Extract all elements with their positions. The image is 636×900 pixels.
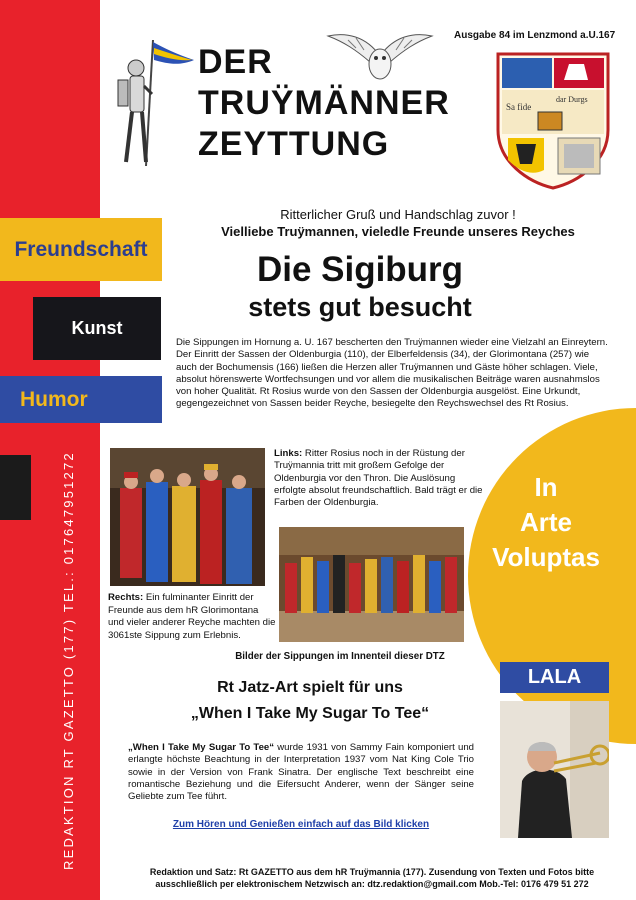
issue-label: Ausgabe 84 im Lenzmond a.U.167 [454,30,616,41]
greeting-line-2: Vielliebe Truÿmannen, vieledle Freunde unseres Reyches [221,224,575,239]
motto-text [476,470,616,575]
article-lead: „When I Take My Sugar To Tee“ [128,742,275,753]
main-headline: Die Sigiburg [256,250,464,289]
article-text: wurde 1931 von Sammy Fain komponiert und erlangte höchste Beachtung in der Interpretation 1937 vom Nat King Cole Trio sowie in der Version von Frank Sinatra. Der englische Text beschreibt eine romantische Beziehung und die Eifersucht Anderer, wenn der Sänger seine Geliebte zum Tee führt. [128,742,474,803]
caption-right [108,592,276,642]
tag-freundschaft: Freundschaft [0,218,162,281]
caption-right-text: Ein fulminanter Einritt der Freunde aus dem hR Glorimontana und vieler anderer Reyche machten die 3061ste Sippung zum Erlebnis. [108,592,276,641]
sub-headline: stets gut besucht [248,292,472,322]
intro-paragraph: Die Sippungen im Hornung a. U. 167 bescherten den Truÿmannen wieder eine Vielzahl an Einreytern. Der Einritt der Sassen der Oldenburgia (110), der Elberfeldensis (34), der Glorimontana (257) wie auch der Bochumensis (166) ließen die Herzen aller Truÿmannen und Gäste höher schlagen. Viele, absolut hörenswerte Wortfechsungen und vor allem die musikalischen Beiträge waren ausnahmslos von hoher Qualität. Rt Rosius wurde von den Sassen der Oldenburgia ausgelöst. Eine Urkundt, gegengezeichnet von Sassen beider Reyche, besiegelte den Reychswechsel des Rt Rosius. [176,337,608,410]
vertical-contact-text: REDAKTION RT GAZETTO (177) TEL.: 017647951272 [61,451,76,870]
photo-hall-crowd[interactable] [279,527,464,642]
tag-humor: Humor [0,376,162,423]
caption-bottom: Bilder der Sippungen im Innenteil dieser DTZ [235,651,445,662]
masthead-line-1: DER [198,43,273,81]
article-headline-1: Rt Jatz-Art spielt für uns [217,679,403,696]
left-black-block [0,455,31,520]
motto-word-2: Arte [519,507,572,537]
masthead-line-2: TRUŸMÄNNER [198,84,450,122]
photo-knights-procession[interactable] [110,448,265,586]
tag-kunst: Kunst [33,297,161,360]
article-headline-2: „When I Take My Sugar To Tee“ [190,705,430,722]
caption-left-text: Ritter Rosius noch in der Rüstung der Truÿmannia tritt mit großem Gefolge der Oldenburgia vor den Thron. Die Auslösung erfolgte absolut freundschaftlich. Bald trägt er die Farben der Oldenburgia. [274,448,483,509]
caption-left-label: Links: [274,448,303,459]
coat-of-arms-crest [494,50,612,190]
photo-trombone-player[interactable] [500,701,609,838]
crest-text-right: dar Durgs [556,95,588,104]
caption-left [274,448,488,509]
knight-illustration [106,34,198,174]
footer [118,866,626,890]
motto-word-1: In [534,472,558,502]
caption-right-label: Rechts: [108,592,144,603]
motto-word-3: Voluptas [492,542,600,572]
masthead-line-3: ZEYTTUNG [198,125,390,163]
lala-badge: LALA [500,662,609,693]
footer-line-2: ausschließlich per elektronischem Netzwisch an: dtz.redaktion@gmail.com Mob.-Tel: 0176 479 51 272 [155,879,589,889]
greeting-line-1: Ritterlicher Gruß und Handschlag zuvor ! [280,207,516,222]
masthead-title [198,42,488,165]
footer-line-1: Redaktion und Satz: Rt GAZETTO aus dem hR Truÿmannia (177). Zusendung von Texten und Fotos bitte [149,867,595,877]
crest-text-left: Sa fide [506,102,532,112]
listen-link[interactable]: Zum Hören und Genießen einfach auf das Bild klicken [172,819,430,830]
article-body [128,742,474,803]
motto-circle [468,408,636,744]
